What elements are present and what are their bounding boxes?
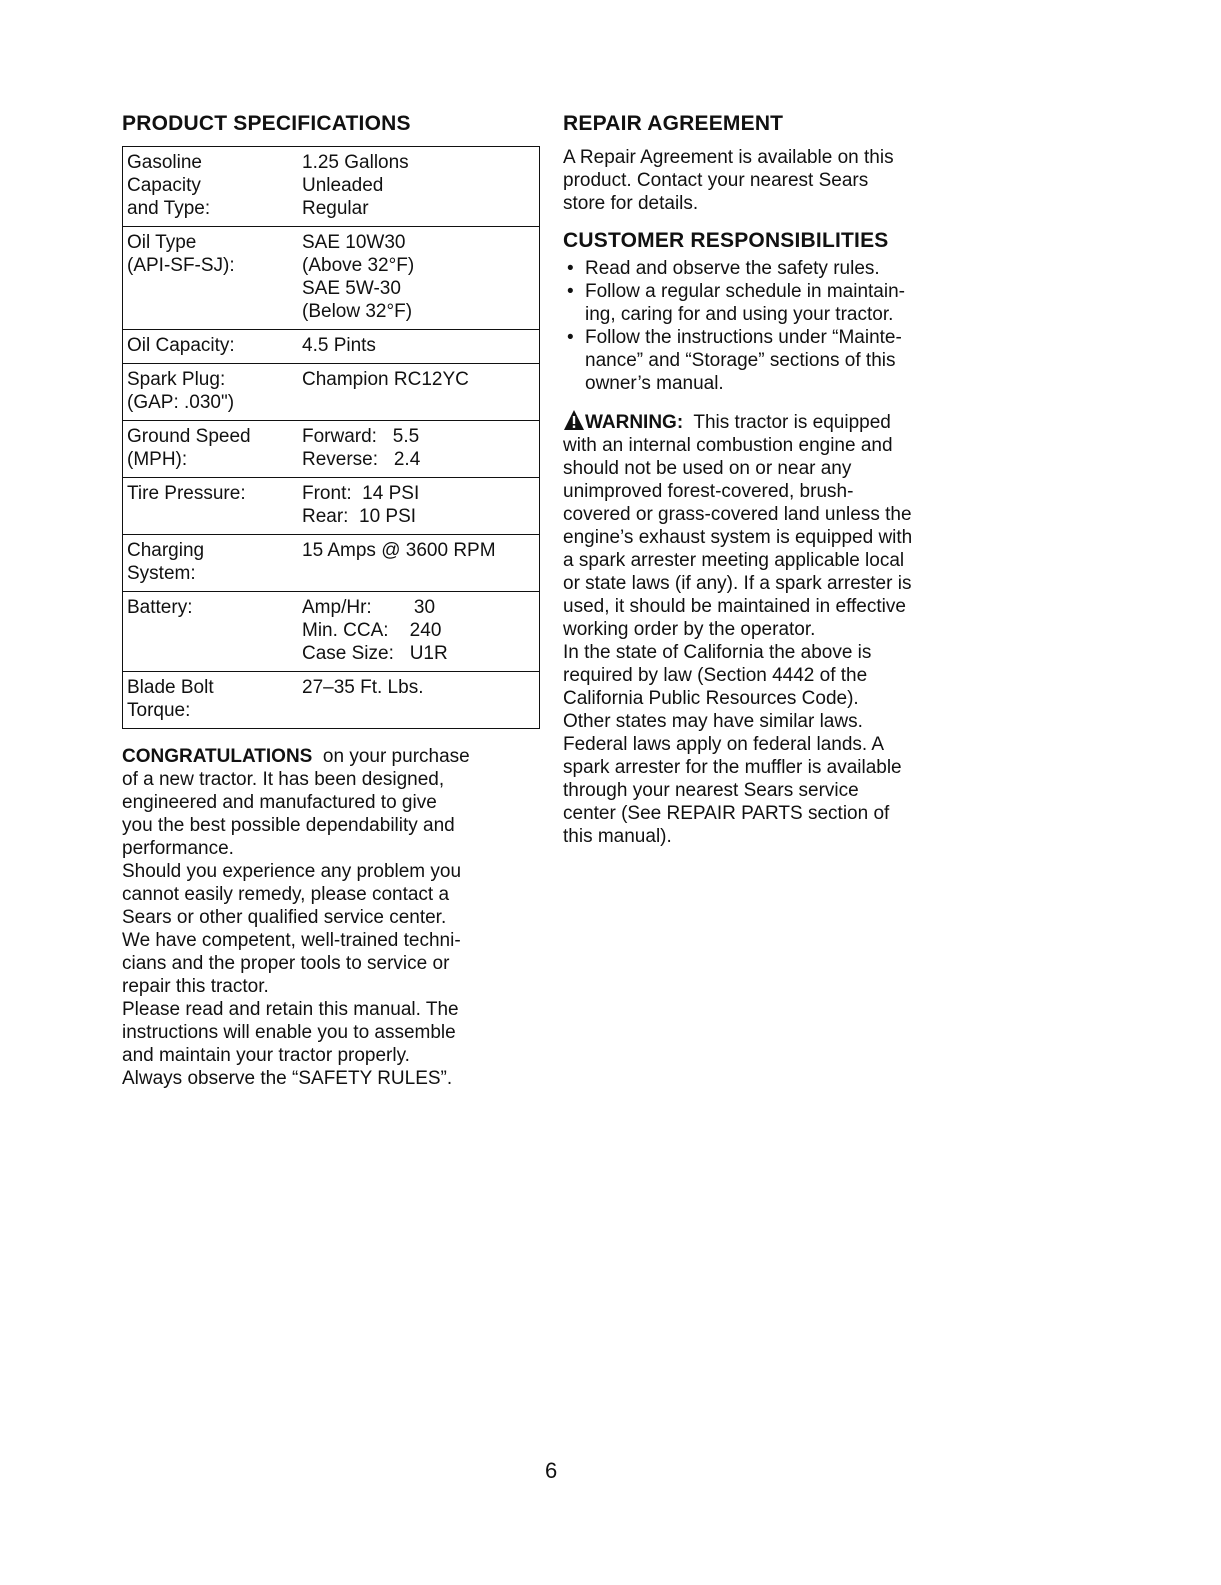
spec-value-line: Front: 14 PSI: [302, 483, 420, 504]
spec-label-line: Tire Pressure:: [127, 483, 246, 504]
spec-label-line: Torque:: [127, 700, 191, 721]
responsibility-item: [563, 326, 983, 395]
repair-agreement-heading: REPAIR AGREEMENT: [563, 112, 784, 135]
spec-row: [123, 534, 539, 591]
spec-label: [127, 425, 302, 471]
repair-line: A Repair Agreement is available on this: [563, 147, 894, 168]
product-specifications-table: [122, 146, 540, 729]
spec-value-line: Case Size: U1R: [302, 643, 448, 664]
congratulations-line: instructions will enable you to assemble: [122, 1022, 456, 1043]
warning-line: with an internal combustion engine and: [563, 435, 893, 456]
spec-label-line: and Type:: [127, 198, 211, 219]
warning-line: engine’s exhaust system is equipped with: [563, 527, 913, 548]
congratulations-line: repair this tractor.: [122, 976, 269, 997]
spec-value-line: Regular: [302, 198, 369, 219]
warning-line: this manual).: [563, 826, 672, 847]
warning-line: In the state of California the above is: [563, 642, 872, 663]
congratulations-line: We have competent, well-trained techni-: [122, 930, 461, 951]
warning-line: unimproved forest-covered, brush-: [563, 481, 854, 502]
spec-label: [127, 596, 302, 665]
congratulations-line: Sears or other qualified service center.: [122, 907, 447, 928]
congratulations-line: cannot easily remedy, please contact a: [122, 884, 450, 905]
spec-row: [123, 477, 539, 534]
congratulations-paragraph: [122, 745, 542, 1090]
congratulations-line: Please read and retain this manual. The: [122, 999, 459, 1020]
spec-row: [123, 591, 539, 671]
responsibility-line: Follow a regular schedule in maintain-: [585, 281, 905, 302]
spec-label: [127, 334, 302, 357]
warning-line: used, it should be maintained in effective: [563, 596, 906, 617]
spec-value-line: 4.5 Pints: [302, 335, 376, 356]
spec-value: [302, 334, 539, 357]
spec-label-line: (API-SF-SJ):: [127, 255, 235, 276]
spec-label-line: Charging: [127, 540, 205, 561]
responsibility-item: [563, 257, 983, 280]
spec-label-line: (MPH):: [127, 449, 188, 470]
responsibility-line: Follow the instructions under “Mainte-: [585, 327, 902, 348]
spec-value-line: Min. CCA: 240: [302, 620, 442, 641]
left-column: [122, 112, 542, 1090]
spec-row: [123, 329, 539, 363]
congratulations-line: Should you experience any problem you: [122, 861, 462, 882]
spec-value: [302, 539, 539, 585]
repair-line: product. Contact your nearest Sears: [563, 170, 869, 191]
spec-value-line: (Below 32°F): [302, 301, 413, 322]
warning-line: Other states may have similar laws.: [563, 711, 863, 732]
spec-label-line: Oil Capacity:: [127, 335, 235, 356]
responsibility-line: ing, caring for and using your tractor.: [585, 304, 894, 325]
congratulations-line: engineered and manufactured to give: [122, 792, 437, 813]
spec-value-line: Forward: 5.5: [302, 426, 420, 447]
spec-label-line: Gasoline: [127, 152, 202, 173]
spec-label-line: System:: [127, 563, 196, 584]
warning-line: required by law (Section 4442 of the: [563, 665, 868, 686]
spec-label-line: Blade Bolt: [127, 677, 214, 698]
spec-value: [302, 596, 539, 665]
responsibility-line: nance” and “Storage” sections of this: [585, 350, 896, 371]
spec-value-line: 1.25 Gallons: [302, 152, 409, 173]
spec-value: [302, 676, 539, 722]
congratulations-line: of a new tractor. It has been designed,: [122, 769, 445, 790]
warning-triangle-icon: [563, 409, 585, 431]
page-number: 6: [545, 1458, 558, 1483]
product-specifications-heading: PRODUCT SPECIFICATIONS: [122, 112, 411, 135]
customer-responsibilities-heading: CUSTOMER RESPONSIBILITIES: [563, 229, 889, 252]
responsibilities-list: [563, 257, 983, 395]
warning-line: center (See REPAIR PARTS section of: [563, 803, 890, 824]
spec-value-line: Reverse: 2.4: [302, 449, 421, 470]
warning-line: or state laws (if any). If a spark arrester is: [563, 573, 912, 594]
congratulations-line: on your purchase: [317, 746, 470, 767]
warning-line: a spark arrester meeting applicable local: [563, 550, 905, 571]
spec-value-line: Rear: 10 PSI: [302, 506, 417, 527]
spec-row: [123, 671, 539, 728]
repair-agreement-paragraph: [563, 146, 983, 215]
spec-label-line: (GAP: .030"): [127, 392, 235, 413]
spec-label: [127, 482, 302, 528]
warning-paragraph: [563, 409, 983, 848]
spec-label-line: Spark Plug:: [127, 369, 226, 390]
spec-row: [123, 363, 539, 420]
spec-value-line: SAE 5W-30: [302, 278, 401, 299]
spec-row: [123, 420, 539, 477]
spec-label-line: Battery:: [127, 597, 193, 618]
warning-line: Federal laws apply on federal lands. A: [563, 734, 885, 755]
congratulations-line: Always observe the “SAFETY RULES”.: [122, 1068, 453, 1089]
spec-value: [302, 231, 539, 323]
warning-label: WARNING:: [585, 412, 684, 433]
spec-label-line: Capacity: [127, 175, 201, 196]
spec-label-line: Ground Speed: [127, 426, 251, 447]
congratulations-line: you the best possible dependability and: [122, 815, 455, 836]
spec-label: [127, 539, 302, 585]
spec-value-line: Champion RC12YC: [302, 369, 469, 390]
congratulations-line: and maintain your tractor properly.: [122, 1045, 410, 1066]
spec-row: [123, 147, 539, 226]
responsibility-line: Read and observe the safety rules.: [585, 258, 880, 279]
spec-value: [302, 151, 539, 220]
congratulations-line: performance.: [122, 838, 234, 859]
spec-value-line: Unleaded: [302, 175, 384, 196]
spec-row: [123, 226, 539, 329]
spec-value: [302, 425, 539, 471]
warning-line: California Public Resources Code).: [563, 688, 859, 709]
spec-value-line: Amp/Hr: 30: [302, 597, 436, 618]
warning-first-line: This tractor is equipped: [683, 412, 891, 433]
spec-value-line: 27–35 Ft. Lbs.: [302, 677, 424, 698]
spec-label: [127, 151, 302, 220]
responsibility-item: [563, 280, 983, 326]
spec-value-line: 15 Amps @ 3600 RPM: [302, 540, 496, 561]
spec-label: [127, 231, 302, 323]
congratulations-line: cians and the proper tools to service or: [122, 953, 450, 974]
spec-value: [302, 482, 539, 528]
spec-label: [127, 368, 302, 414]
warning-line: covered or grass-covered land unless the: [563, 504, 912, 525]
repair-line: store for details.: [563, 193, 699, 214]
spec-value-line: SAE 10W30: [302, 232, 406, 253]
spec-value-line: (Above 32°F): [302, 255, 415, 276]
warning-line: through your nearest Sears service: [563, 780, 859, 801]
right-column: [563, 112, 983, 848]
warning-line: spark arrester for the muffler is available: [563, 757, 902, 778]
spec-value: [302, 368, 539, 414]
spec-label-line: Oil Type: [127, 232, 197, 253]
warning-line: should not be used on or near any: [563, 458, 852, 479]
spec-label: [127, 676, 302, 722]
congratulations-lead: CONGRATULATIONS: [122, 746, 313, 767]
warning-line: working order by the operator.: [563, 619, 816, 640]
responsibility-line: owner’s manual.: [585, 373, 724, 394]
